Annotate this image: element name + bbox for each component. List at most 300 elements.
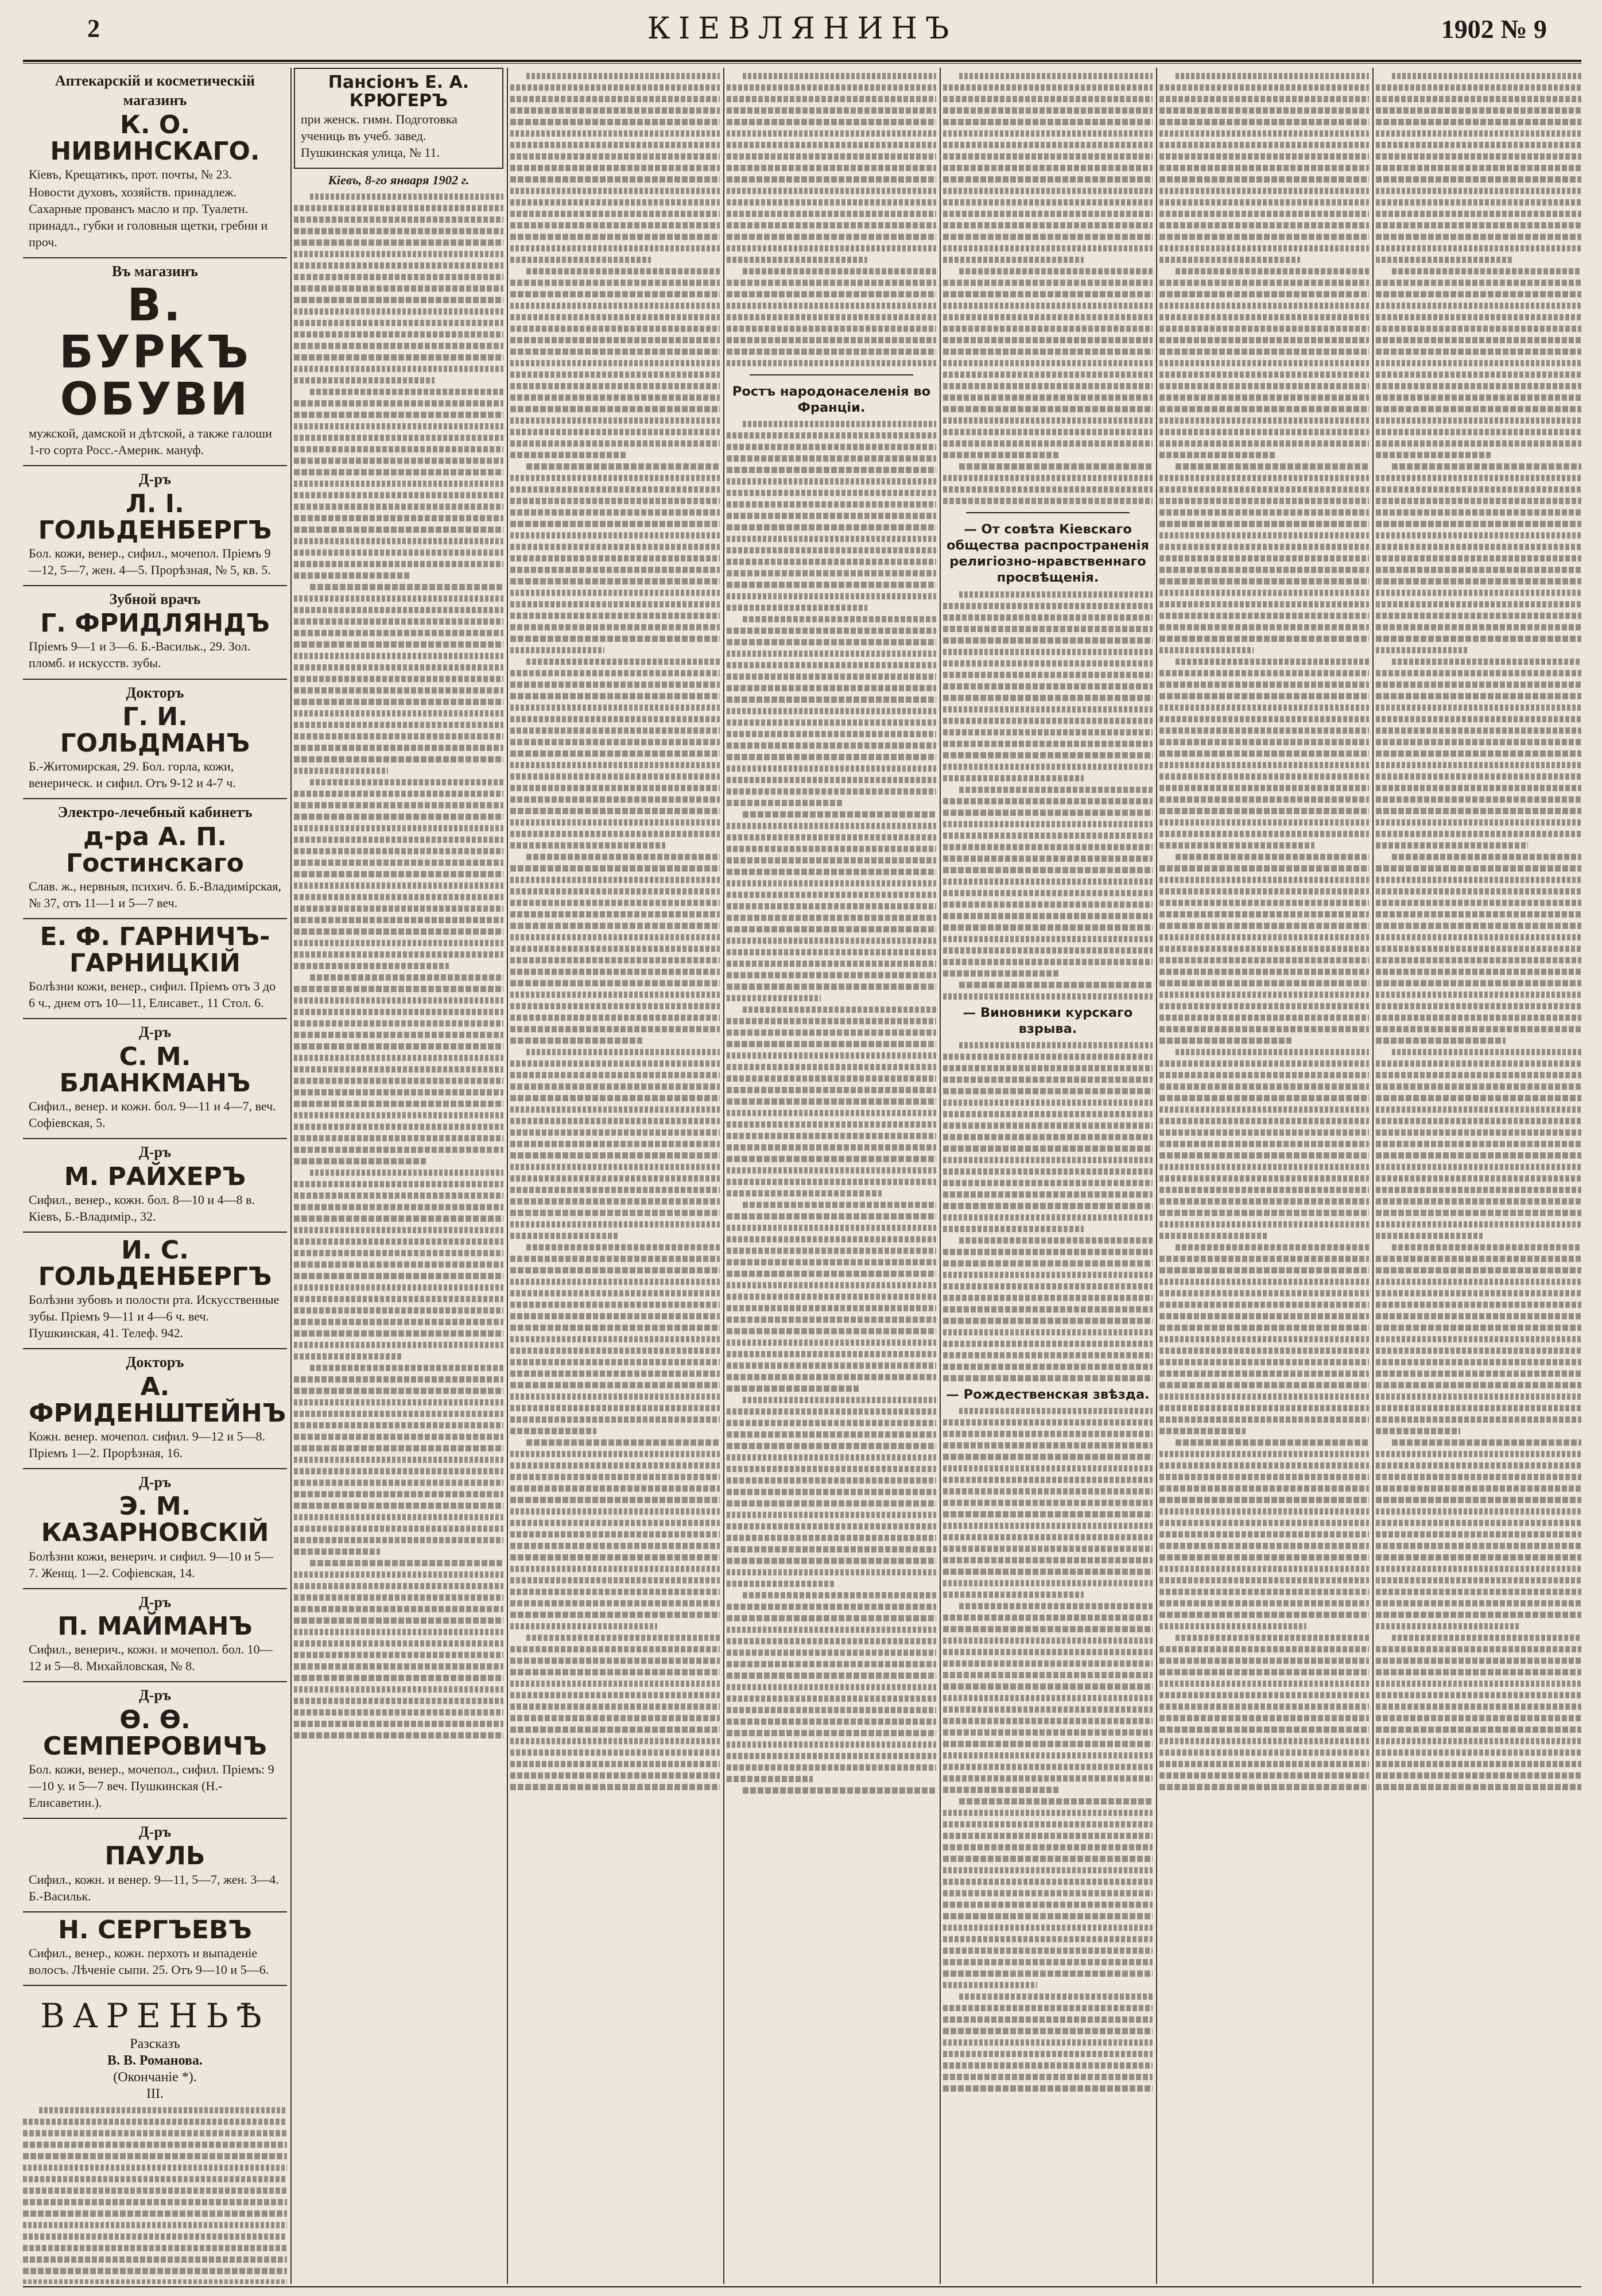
text-line xyxy=(1376,1370,1581,1377)
text-line xyxy=(943,2016,1153,2023)
text-line xyxy=(294,1112,503,1118)
text-line xyxy=(23,2279,287,2284)
text-line xyxy=(1376,532,1581,539)
text-line xyxy=(510,1405,720,1411)
text-line xyxy=(1376,1037,1506,1044)
text-line xyxy=(23,2256,287,2263)
text-line xyxy=(526,73,720,79)
text-line xyxy=(943,1214,1153,1221)
text-line xyxy=(1159,1026,1369,1032)
text-line xyxy=(1159,727,1369,734)
news-column-6 xyxy=(1159,68,1369,2284)
text-line xyxy=(727,1466,936,1472)
text-line xyxy=(1376,1026,1581,1032)
text-line xyxy=(510,590,720,596)
text-line xyxy=(294,722,503,728)
text-line xyxy=(294,1503,503,1509)
text-line xyxy=(1159,486,1369,493)
text-line xyxy=(23,2268,287,2274)
text-line xyxy=(943,1272,1153,1278)
text-line xyxy=(943,360,1153,366)
courts-heading: — Виновники курскаго взрыва. xyxy=(963,1005,1133,1036)
advertisement xyxy=(23,1349,287,1469)
text-line xyxy=(510,1508,720,1515)
text-line xyxy=(510,188,720,194)
text-line xyxy=(1159,796,1369,803)
ad-title: д-ра А. П. Гостинскаго xyxy=(66,822,244,878)
text-line xyxy=(743,1006,936,1013)
text-line xyxy=(727,926,936,932)
text-line xyxy=(294,1043,503,1050)
text-line xyxy=(294,1089,503,1095)
column-rule xyxy=(1372,68,1374,2284)
text-line xyxy=(727,1695,936,1702)
text-line xyxy=(943,821,1153,827)
text-line xyxy=(727,349,936,355)
text-line xyxy=(510,1612,720,1618)
text-line xyxy=(1159,1060,1369,1067)
text-line xyxy=(727,892,936,898)
text-line xyxy=(943,603,1153,609)
text-line xyxy=(1159,555,1369,562)
text-line xyxy=(510,1336,720,1342)
text-line xyxy=(943,867,1153,873)
text-line xyxy=(727,1328,936,1334)
text-line xyxy=(526,268,720,274)
serial-author: В. В. Романова. xyxy=(107,2053,203,2068)
text-line xyxy=(727,444,936,450)
text-line xyxy=(727,651,936,657)
text-line xyxy=(23,2119,287,2125)
text-line xyxy=(727,823,936,829)
text-line xyxy=(1376,762,1581,768)
text-line xyxy=(294,400,503,406)
text-line xyxy=(727,788,936,795)
text-line xyxy=(294,710,503,717)
text-line xyxy=(943,1341,1153,1347)
text-line xyxy=(1159,1531,1369,1538)
text-line xyxy=(943,2028,1153,2034)
text-line xyxy=(727,1029,936,1036)
text-line xyxy=(727,961,936,967)
text-line xyxy=(1159,865,1369,872)
text-line xyxy=(943,1649,1153,1655)
text-line xyxy=(23,2142,287,2148)
text-line xyxy=(1376,153,1581,160)
text-line xyxy=(1376,1221,1581,1228)
text-line xyxy=(1376,1141,1581,1147)
text-line xyxy=(1159,636,1369,642)
text-line xyxy=(1376,842,1528,849)
text-line xyxy=(1376,590,1581,596)
text-line xyxy=(727,685,936,691)
advertisement xyxy=(23,680,287,800)
text-line xyxy=(943,1833,1153,1839)
text-line xyxy=(1159,1279,1369,1285)
text-line xyxy=(510,1129,720,1136)
ad-heading: Въ магазинъ xyxy=(112,263,198,280)
advertisement xyxy=(23,919,287,1019)
text-line xyxy=(510,1083,720,1090)
text-line xyxy=(510,831,720,837)
text-line xyxy=(959,1798,1153,1805)
news-column-3 xyxy=(510,68,720,2284)
text-line xyxy=(943,1902,1153,1908)
text-line xyxy=(1159,222,1369,229)
text-line xyxy=(310,1170,503,1176)
text-line xyxy=(943,1054,1153,1060)
text-line xyxy=(727,1236,936,1242)
text-line xyxy=(943,649,1153,655)
ad-title: Л. І. ГОЛЬДЕНБЕРГЪ xyxy=(38,489,272,545)
text-line xyxy=(1159,1474,1369,1480)
text-line xyxy=(1159,1623,1306,1629)
text-line xyxy=(510,1279,720,1285)
text-line xyxy=(943,1592,1084,1598)
text-line xyxy=(294,297,503,303)
text-line xyxy=(727,1294,936,1300)
news-text xyxy=(943,591,1153,1000)
text-line xyxy=(294,894,503,900)
text-line xyxy=(1376,1566,1581,1572)
text-line xyxy=(294,1296,503,1302)
text-line xyxy=(510,165,720,171)
text-line xyxy=(1159,1416,1369,1423)
text-line xyxy=(1159,532,1369,539)
text-line xyxy=(1159,1772,1369,1779)
ad-line: Болѣзни кожи, венер., сифил. Пріемъ отъ 3 до 6 ч., днем отъ 10—11, Елисавет., 11 Стол. 6. xyxy=(29,979,276,1010)
text-line xyxy=(1376,865,1581,872)
text-line xyxy=(1376,1279,1581,1285)
text-line xyxy=(1376,704,1581,711)
text-line xyxy=(294,1629,503,1635)
text-line xyxy=(23,2130,287,2136)
text-line xyxy=(510,1221,720,1228)
text-line xyxy=(1392,659,1581,665)
column-rule xyxy=(723,68,724,2284)
text-line xyxy=(943,718,1153,724)
text-line xyxy=(1159,1359,1369,1365)
text-line xyxy=(294,1147,503,1153)
text-line xyxy=(943,1260,1153,1267)
text-line xyxy=(1376,739,1581,745)
text-line xyxy=(727,1179,936,1185)
text-line xyxy=(727,1259,936,1265)
text-line xyxy=(943,314,1153,320)
text-line xyxy=(294,343,503,349)
text-line xyxy=(294,1732,503,1739)
text-line xyxy=(943,855,1153,862)
text-line xyxy=(1376,877,1581,883)
text-line xyxy=(510,808,720,814)
text-line xyxy=(1376,1715,1581,1721)
text-line xyxy=(1159,130,1369,137)
text-line xyxy=(1376,475,1581,481)
text-line xyxy=(1376,1302,1581,1308)
text-line xyxy=(510,1370,720,1377)
text-line xyxy=(294,458,503,464)
text-line xyxy=(943,119,1153,125)
text-line xyxy=(1159,1658,1369,1664)
text-line xyxy=(510,326,720,332)
ad-line: Болѣзни зубовъ и полости рта. Искусственные зубы. Пріемъ 9—11 и 4—6 ч. веч. Пушкинская, 41. Телеф. 942. xyxy=(29,1292,280,1341)
text-line xyxy=(743,1202,936,1208)
text-line xyxy=(943,1683,1153,1690)
text-line xyxy=(943,959,1153,965)
text-line xyxy=(510,1187,720,1193)
text-line xyxy=(943,1970,1153,1977)
text-line xyxy=(727,754,936,760)
text-line xyxy=(510,1164,720,1170)
text-line xyxy=(510,888,720,895)
text-line xyxy=(510,1175,720,1182)
text-line xyxy=(943,1534,1153,1540)
text-line xyxy=(1159,440,1369,447)
ad-heading: Д-ръ xyxy=(138,1687,172,1704)
text-line xyxy=(510,785,720,791)
text-line xyxy=(526,1244,720,1250)
text-line xyxy=(727,234,936,240)
text-line xyxy=(959,1042,1153,1048)
text-line xyxy=(727,84,936,91)
text-line xyxy=(727,1144,936,1151)
text-line xyxy=(727,1638,936,1644)
text-line xyxy=(1159,544,1369,550)
text-line xyxy=(1159,716,1369,722)
text-line xyxy=(1376,1462,1581,1469)
text-line xyxy=(743,616,936,622)
text-line xyxy=(1376,1325,1581,1331)
text-line xyxy=(943,890,1153,896)
text-line xyxy=(294,1204,503,1210)
text-line xyxy=(727,1156,936,1162)
text-line xyxy=(943,1764,1153,1770)
text-line xyxy=(727,337,936,343)
text-line xyxy=(1392,73,1581,79)
text-line xyxy=(510,1198,720,1205)
text-line xyxy=(727,314,936,320)
text-line xyxy=(294,1434,503,1440)
text-line xyxy=(727,742,936,749)
text-line xyxy=(727,1190,882,1197)
text-line xyxy=(23,2210,287,2217)
text-line xyxy=(294,1468,503,1474)
text-line xyxy=(510,762,720,768)
text-line xyxy=(1159,1003,1369,1009)
text-line xyxy=(727,1052,936,1059)
text-line xyxy=(943,1088,1153,1094)
text-line xyxy=(1376,1015,1581,1021)
text-line xyxy=(23,2165,287,2171)
text-line xyxy=(310,1560,503,1566)
text-line xyxy=(727,1604,936,1610)
text-line xyxy=(510,1256,720,1262)
text-line xyxy=(510,360,720,366)
text-line xyxy=(943,2074,1153,2080)
text-line xyxy=(1376,234,1581,240)
text-line xyxy=(294,951,503,958)
text-line xyxy=(1376,486,1581,493)
text-line xyxy=(1376,96,1581,102)
text-line xyxy=(943,257,1084,263)
text-line xyxy=(943,417,1153,424)
text-line xyxy=(294,1342,503,1348)
advertisement xyxy=(23,1819,287,1912)
ad-heading: Аптекарскій и косметическій магазинъ xyxy=(55,72,255,109)
text-line xyxy=(294,986,503,992)
text-line xyxy=(727,1041,936,1047)
text-line xyxy=(943,475,1153,481)
text-line xyxy=(294,768,388,774)
text-line xyxy=(294,940,503,946)
text-line xyxy=(294,1548,380,1555)
text-line xyxy=(510,199,720,206)
text-line xyxy=(294,561,503,567)
advertisement xyxy=(23,68,287,258)
text-line xyxy=(1159,383,1369,389)
text-line xyxy=(959,1993,1153,2000)
text-line xyxy=(294,1078,503,1084)
text-line xyxy=(1376,1152,1581,1159)
ad-line: Бол. кожи, венер., сифил., мочепол. Пріемъ 9—12, 5—7, жен. 4—5. Прорѣзная, № 5, кв. 5. xyxy=(29,545,271,577)
text-line xyxy=(943,947,1153,954)
text-line xyxy=(727,1408,936,1415)
text-line xyxy=(1159,670,1369,676)
text-line xyxy=(727,1018,936,1024)
text-line xyxy=(510,1485,720,1492)
text-line xyxy=(1176,73,1369,79)
text-line xyxy=(943,1867,1153,1873)
text-line xyxy=(1159,888,1369,895)
text-line xyxy=(943,84,1153,91)
text-line xyxy=(943,775,1084,781)
text-line xyxy=(510,84,720,91)
text-line xyxy=(294,1032,503,1038)
text-line xyxy=(510,1520,720,1526)
text-line xyxy=(727,524,936,531)
text-line xyxy=(1159,1508,1369,1515)
text-line xyxy=(510,578,720,584)
text-line xyxy=(1159,819,1369,826)
text-line xyxy=(943,1431,1153,1437)
text-line xyxy=(727,1741,936,1748)
text-line xyxy=(510,1302,720,1308)
text-line xyxy=(727,1707,936,1713)
text-line xyxy=(727,432,936,439)
ad-title: Е. Ф. ГАРНИЧЪ-ГАРНИЦКІЙ xyxy=(40,922,270,978)
section-separator xyxy=(966,512,1130,513)
text-line xyxy=(1376,1474,1581,1480)
text-line xyxy=(294,262,503,269)
text-line xyxy=(1376,1359,1581,1365)
text-line xyxy=(310,193,503,200)
text-line xyxy=(1376,923,1581,929)
text-line xyxy=(510,1026,720,1032)
text-line xyxy=(1376,440,1581,447)
ad-line: Болѣзни кожи, венерич. и сифил. 9—10 и 5—7. Женщ. 1—2. Софіевская, 14. xyxy=(29,1548,273,1580)
text-line xyxy=(1159,280,1369,286)
text-line xyxy=(1376,1623,1520,1629)
text-line xyxy=(727,1271,936,1277)
text-line xyxy=(1376,1198,1581,1205)
text-line xyxy=(294,825,503,831)
text-line xyxy=(1159,1485,1369,1492)
text-line xyxy=(943,1122,1153,1129)
text-line xyxy=(39,2107,287,2113)
text-line xyxy=(510,371,720,378)
text-line xyxy=(727,1362,936,1369)
text-line xyxy=(510,980,720,986)
text-line xyxy=(943,1318,1153,1324)
text-line xyxy=(1376,1106,1581,1113)
text-line xyxy=(294,997,503,1004)
text-line xyxy=(1376,1405,1581,1411)
text-line xyxy=(294,1238,503,1245)
text-line xyxy=(1376,636,1581,642)
text-line xyxy=(510,1669,720,1675)
text-line xyxy=(943,1729,1153,1736)
text-line xyxy=(727,1615,936,1621)
text-line xyxy=(1159,1290,1369,1296)
text-line xyxy=(510,946,720,952)
text-line xyxy=(727,1133,936,1139)
news-text xyxy=(943,1408,1153,2092)
text-line xyxy=(727,1454,936,1461)
text-line xyxy=(959,1408,1153,1414)
text-line xyxy=(943,901,1153,908)
text-line xyxy=(727,490,936,496)
text-line xyxy=(1159,1083,1369,1090)
text-line xyxy=(1176,1244,1369,1250)
text-line xyxy=(510,1772,720,1779)
text-line xyxy=(943,1821,1153,1827)
text-line xyxy=(943,1925,1153,1931)
text-line xyxy=(943,1626,1153,1632)
text-line xyxy=(1159,1072,1369,1078)
text-line xyxy=(727,1535,936,1541)
text-line xyxy=(294,412,503,418)
text-line xyxy=(510,96,720,102)
text-line xyxy=(1159,1095,1369,1101)
text-line xyxy=(727,501,936,508)
text-line xyxy=(1376,647,1468,653)
text-line xyxy=(1376,360,1581,366)
text-line xyxy=(1159,1669,1369,1675)
text-line xyxy=(959,268,1153,274)
serial-chapter: III. xyxy=(146,2086,164,2101)
text-line xyxy=(510,601,720,607)
text-line xyxy=(294,331,503,338)
text-line xyxy=(510,1474,720,1480)
text-line xyxy=(526,659,720,665)
text-line xyxy=(294,1009,503,1015)
text-line xyxy=(510,257,651,263)
text-line xyxy=(943,130,1153,137)
text-line xyxy=(1159,1233,1269,1239)
text-line xyxy=(294,538,503,544)
text-line xyxy=(510,245,720,251)
text-line xyxy=(510,1095,720,1101)
advertisement xyxy=(23,466,287,586)
text-line xyxy=(727,1672,936,1679)
text-line xyxy=(727,1075,936,1082)
text-line xyxy=(1376,199,1581,206)
text-line xyxy=(1159,234,1369,240)
text-line xyxy=(727,1684,936,1690)
text-line xyxy=(294,377,435,384)
text-line xyxy=(23,2199,287,2205)
text-line xyxy=(294,1445,503,1451)
